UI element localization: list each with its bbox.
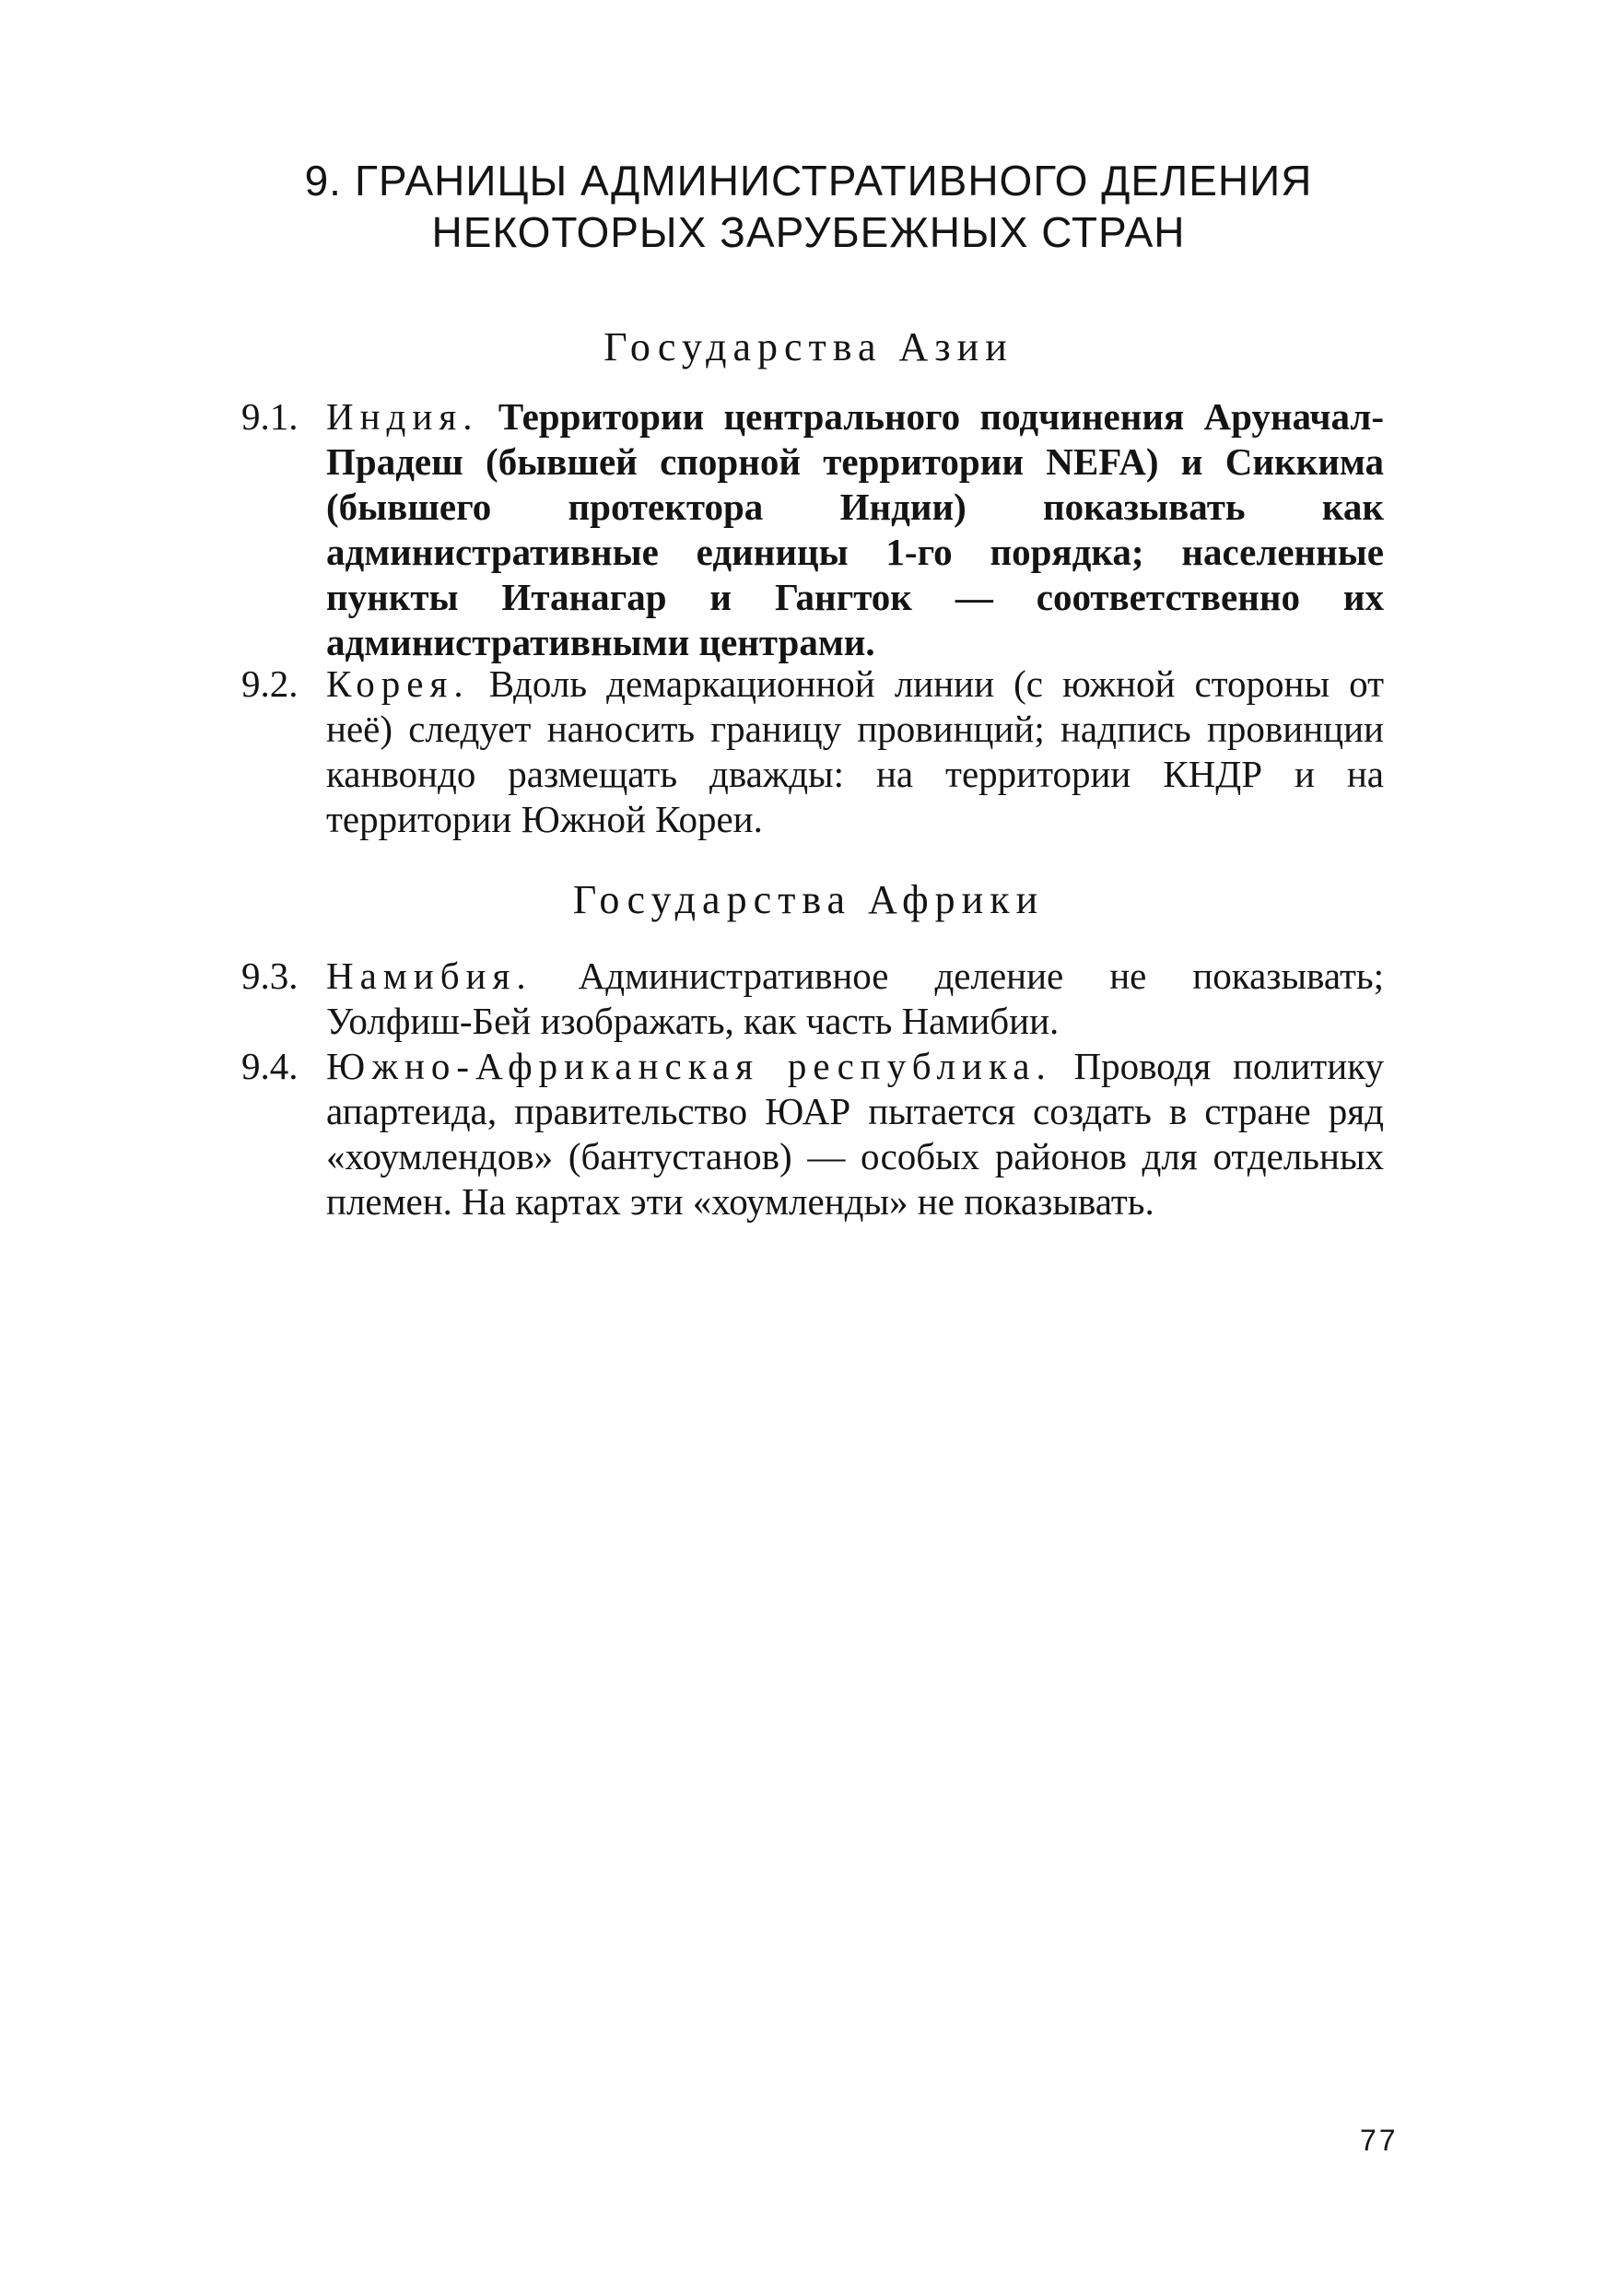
item-term: Намибия. bbox=[326, 955, 533, 997]
section-heading-africa: Государства Африки bbox=[572, 877, 1045, 922]
item-body: Административное деление не показывать; Уолфиш-Бей изображать, как часть Намибии. bbox=[326, 955, 1385, 1042]
item-text bbox=[326, 662, 1384, 842]
item-number: 9.4. bbox=[241, 1045, 299, 1087]
chapter-number: 9. bbox=[304, 157, 342, 205]
item-text bbox=[326, 1044, 1384, 1224]
item-body: Территории центрального подчинения Аруначал-Прадеш (бывшей спорной территории NEFA) и Сиккима (бывшего протектора Индии) показывать как административные единицы 1-го порядка; населенные пункты Итанагар и Гангток — соответственно их административными центрами. bbox=[326, 395, 1384, 663]
item-text bbox=[326, 954, 1384, 1044]
item-body: Проводя политику апартеида, правительство ЮАР пытается создать в стране ряд «хоумлендов» (бантустанов) — особых районов для отдельных племен. На картах эти «хоумленды» не показывать. bbox=[326, 1045, 1384, 1223]
item-body: Вдоль демаркационной линии (с южной стороны от неё) следует наносить границу провинций; надпись провинции канвондо размещать дважды: на территории КНДР и на территории Южной Кореи. bbox=[326, 662, 1385, 840]
chapter-title bbox=[184, 155, 1433, 258]
item-term: Индия. bbox=[326, 395, 479, 438]
chapter-title-line-1: ГРАНИЦЫ АДМИНИСТРАТИВНОГО ДЕЛЕНИЯ bbox=[354, 157, 1313, 205]
item-text bbox=[326, 394, 1384, 665]
item-term: Южно-Африканская республика. bbox=[326, 1045, 1052, 1087]
item-number: 9.3. bbox=[241, 955, 299, 997]
item-term: Корея. bbox=[326, 662, 470, 705]
item-number: 9.2. bbox=[241, 662, 299, 705]
page-number: 77 bbox=[1360, 2124, 1399, 2157]
item-number: 9.1. bbox=[241, 395, 299, 438]
section-heading-asia: Государства Азии bbox=[603, 324, 1014, 369]
chapter-title-line-2: НЕКОТОРЫХ ЗАРУБЕЖНЫХ СТРАН bbox=[431, 208, 1186, 256]
